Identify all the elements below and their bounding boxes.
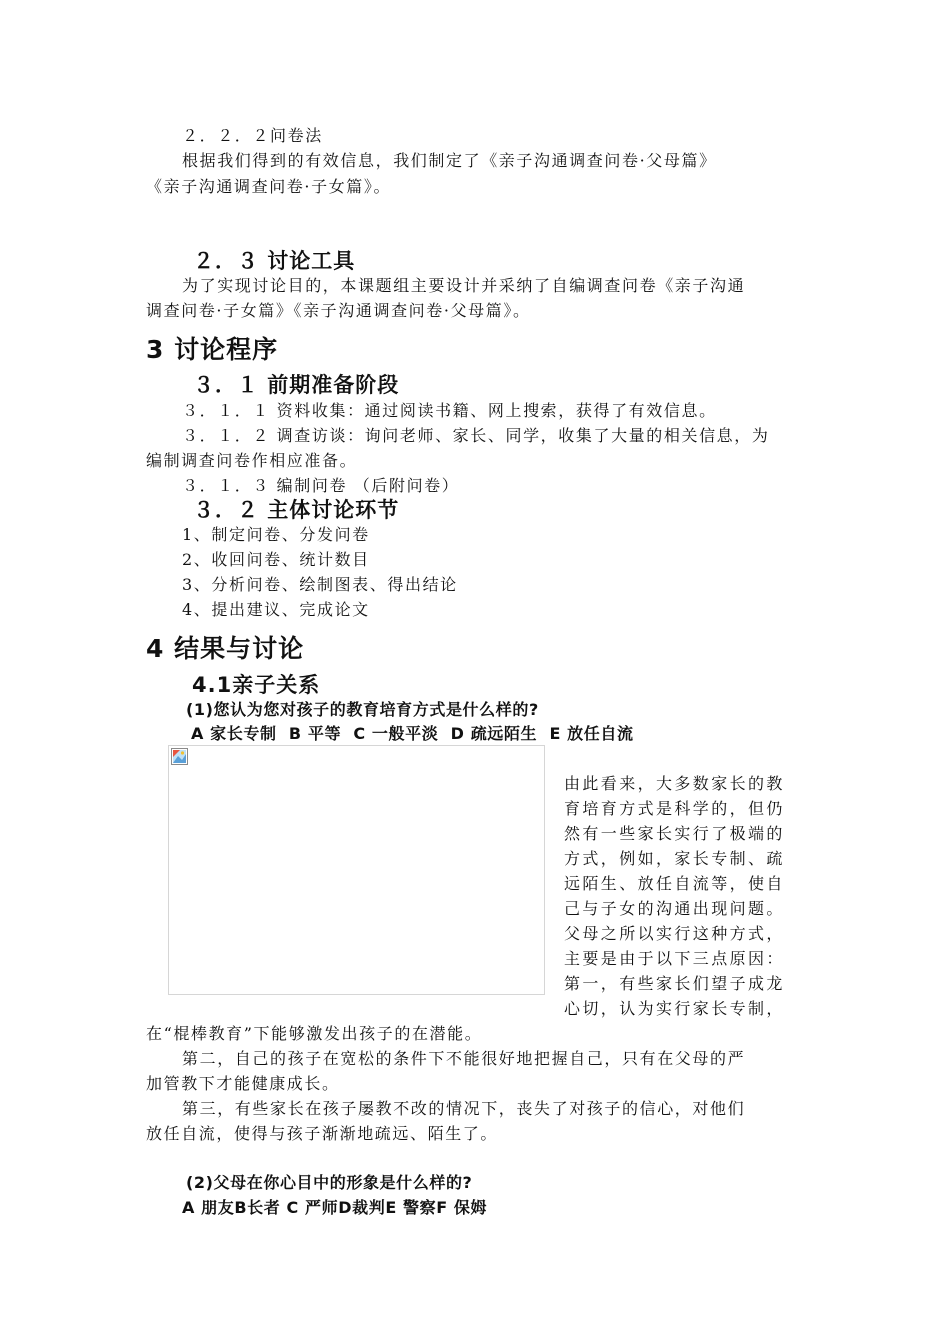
side-text-line: 方式，例如，家长专制、疏 bbox=[564, 849, 785, 868]
side-text-line: 父母之所以实行这种方式， bbox=[564, 924, 785, 943]
step-item: 1、制定问卷、分发问卷 bbox=[182, 525, 370, 544]
section-311-text: ３．１．１ 资料收集：通过阅读书籍、网上搜索，获得了有效信息。 bbox=[182, 401, 717, 420]
side-text-line: 育培育方式是科学的，但仍 bbox=[564, 799, 785, 818]
side-text-line: 第一，有些家长们望子成龙 bbox=[564, 974, 785, 993]
step-item: 2、收回问卷、统计数目 bbox=[182, 550, 370, 569]
side-text-line: 主要是由于以下三点原因： bbox=[564, 949, 785, 968]
side-text-line: 己与子女的沟通出现问题。 bbox=[564, 899, 785, 918]
section-41-heading: 4.1亲子关系 bbox=[192, 673, 321, 697]
section-4-heading: 4 结果与讨论 bbox=[146, 634, 305, 663]
question-1-options: A 家长专制 B 平等 C 一般平淡 D 疏远陌生 E 放任自流 bbox=[191, 724, 634, 743]
section-222-paragraph-line1: 根据我们得到的有效信息，我们制定了《亲子沟通调查问卷·父母篇》 bbox=[182, 151, 717, 170]
question-2-options: A 朋友B长者 C 严师D裁判E 警察F 保姆 bbox=[182, 1198, 488, 1217]
section-23-paragraph-line2: 调查问卷·子女篇》《亲子沟通调查问卷·父母篇》。 bbox=[146, 301, 531, 320]
section-23-heading: ２．３ 讨论工具 bbox=[193, 249, 356, 273]
section-222-heading: ２．２．２问卷法 bbox=[182, 126, 323, 145]
side-text-line: 然有一些家长实行了极端的 bbox=[564, 824, 785, 843]
section-313-text: ３．１．３ 编制问卷 （后附问卷） bbox=[182, 476, 460, 495]
section-23-paragraph-line1: 为了实现讨论目的，本课题组主要设计并采纳了自编调查问卷《亲子沟通 bbox=[182, 276, 746, 295]
step-item: 4、提出建议、完成论文 bbox=[182, 600, 370, 619]
question-2: (2)父母在你心目中的形象是什么样的? bbox=[186, 1173, 473, 1192]
paragraph-third-line1: 第三，有些家长在孩子屡教不改的情况下，丧失了对孩子的信心，对他们 bbox=[182, 1099, 746, 1118]
section-312-text-line2: 编制调查问卷作相应准备。 bbox=[146, 451, 358, 470]
section-222-paragraph-line2: 《亲子沟通调查问卷·子女篇》。 bbox=[146, 177, 392, 196]
paragraph-second-line1: 第二，自己的孩子在宽松的条件下不能很好地把握自己，只有在父母的严 bbox=[182, 1049, 746, 1068]
side-text-line: 心切，认为实行家长专制， bbox=[564, 999, 785, 1018]
paragraph-second-line2: 加管教下才能健康成长。 bbox=[146, 1074, 340, 1093]
broken-image-icon bbox=[171, 748, 188, 765]
paragraph-third-line2: 放任自流，使得与孩子渐渐地疏远、陌生了。 bbox=[146, 1124, 499, 1143]
chart-image-placeholder bbox=[168, 745, 545, 995]
paragraph-continuation: 在“棍棒教育”下能够激发出孩子的在潜能。 bbox=[146, 1024, 483, 1043]
side-text-line: 由此看来，大多数家长的教 bbox=[564, 774, 785, 793]
section-32-heading: ３．２ 主体讨论环节 bbox=[193, 498, 400, 522]
step-item: 3、分析问卷、绘制图表、得出结论 bbox=[182, 575, 458, 594]
section-3-heading: 3 讨论程序 bbox=[146, 335, 279, 364]
section-312-text-line1: ３．１．２ 调查访谈：询问老师、家长、同学，收集了大量的相关信息，为 bbox=[182, 426, 770, 445]
question-1: (1)您认为您对孩子的教育培育方式是什么样的? bbox=[186, 700, 539, 719]
section-31-heading: ３．１ 前期准备阶段 bbox=[193, 373, 400, 397]
side-text-line: 远陌生、放任自流等，使自 bbox=[564, 874, 785, 893]
